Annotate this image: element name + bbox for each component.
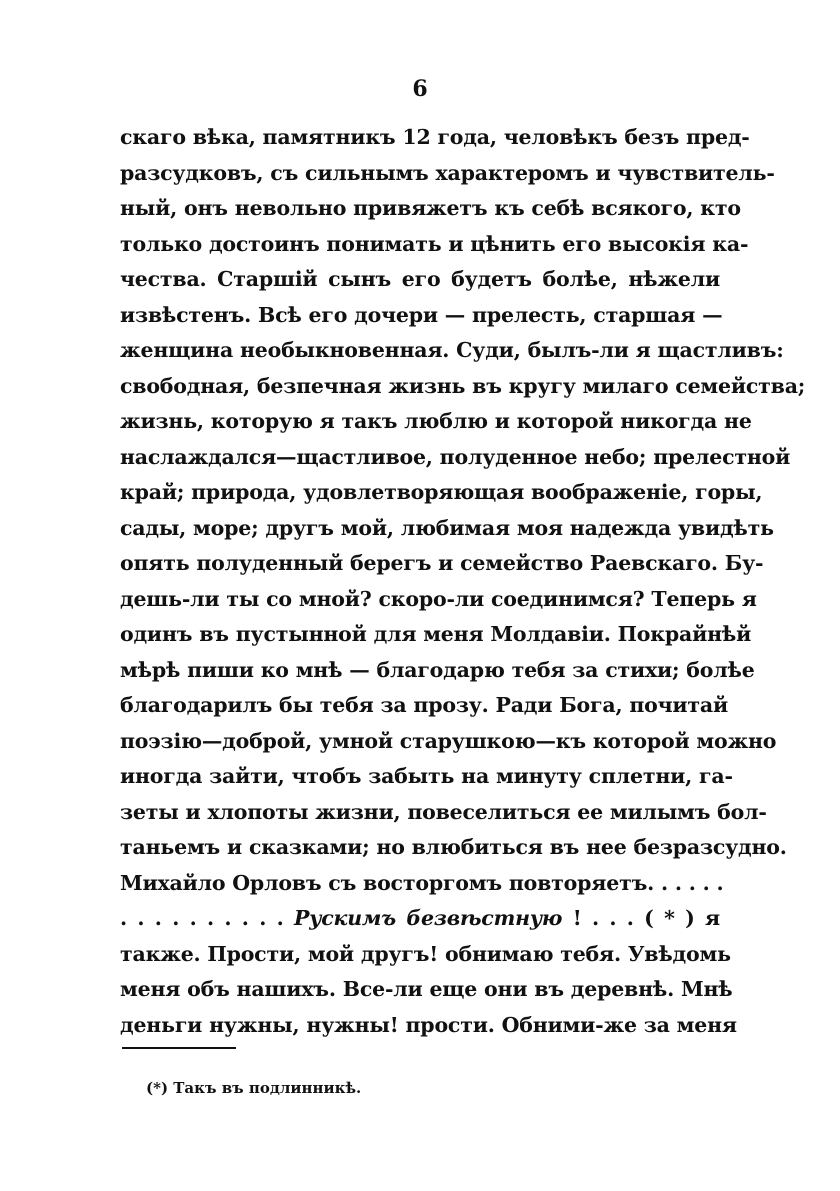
text-line: наслаждался—щастливое, полуденное небо; прелестной [120,444,791,469]
footnote-divider [122,1047,236,1049]
text-line: женщина необыкновенная. Суди, былъ-ли я щастливъ: [120,338,784,362]
text-line: таньемъ и сказками; но влюбиться въ нее безразсудно. [120,835,787,859]
text-line: край; природа, удовлетворяющая воображеніе, горы, [120,480,763,504]
text-line: извѣстенъ. Всѣ его дочери — прелесть, старшая — [120,302,723,327]
text-line: благодарилъ бы тебя за прозу. Ради Бога, почитай [120,693,728,717]
text-line: деньги нужны, нужны! прости. Обними-же за меня [120,1012,737,1037]
text-line: жизнь, которую я такъ люблю и которой никогда не [120,409,752,433]
text-line: дешь-ли ты со мной? скоро-ли соединимся? Теперь я [120,586,757,611]
text-line: свободная, безпечная жизнь въ кругу милаго семейства; [120,373,806,398]
italic-quote: Рускимъ безвѣстную [294,906,563,930]
text-line: иногда зайти, чтобъ забыть на минуту сплетни, га- [120,764,733,788]
text-line: скаго вѣка, памятникъ 12 года, человѣкъ безъ пред- [120,125,750,149]
text-line: также. Прости, мой другъ! обнимаю тебя. Увѣдомь [120,941,731,966]
text-line: мѣрѣ пиши ко мнѣ — благодарю тебя за стихи; болѣе [120,657,755,682]
text-line: меня объ нашихъ. Все-ли еще они въ деревнѣ. Мнѣ [120,977,733,1001]
footnote-reference: ! . . . ( * ) я [572,906,720,930]
text-line: зеты и хлопоты жизни, повеселиться ее милымъ бол- [120,799,767,824]
text-line: чества. Старшій сынъ его будетъ болѣе, нѣжели [120,267,720,291]
text-line: только достоинъ понимать и цѣнить его высокія ка- [120,231,749,256]
page-number: 6 [412,76,428,102]
text-line-italic-quote [120,901,720,937]
text-line: сады, море; другъ мой, любимая моя надежда увидѣть [120,515,774,540]
text-line: Михайло Орловъ съ восторгомъ повторяетъ. . . . . . [120,870,724,895]
text-line: ный, онъ невольно привяжетъ къ себѣ всякого, кто [120,196,741,220]
text-line: одинъ въ пустынной для меня Молдавіи. Покрайнѣй [120,622,752,646]
leading-dots: . . . . . . . . . . [120,906,284,930]
letter-body [120,120,806,1043]
text-line: опять полуденный берегъ и семейство Раевскаго. Бу- [120,551,764,575]
footnote: (*) Такъ въ подлинникѣ. [146,1079,362,1097]
text-line: поэзію—доброй, умной старушкою—къ которой можно [120,728,777,753]
text-line: разсудковъ, съ сильнымъ характеромъ и чувствитель- [120,160,775,185]
